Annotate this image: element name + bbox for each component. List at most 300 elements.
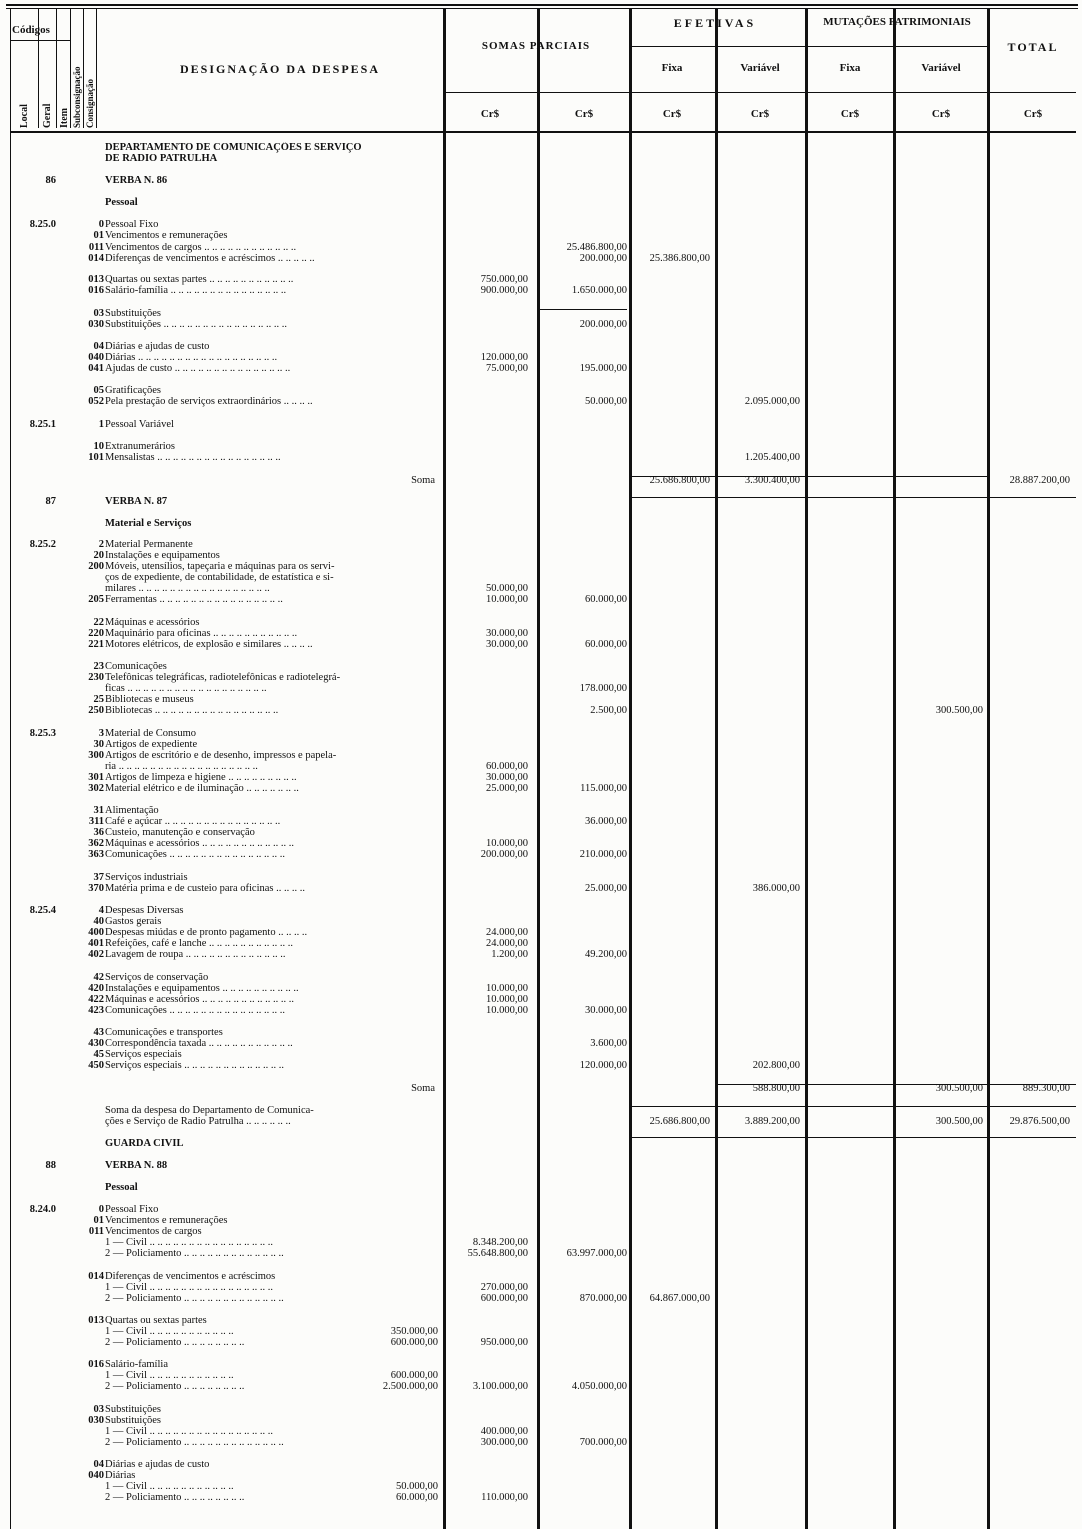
header-efetivas-variavel: Variável: [740, 62, 780, 74]
somas-parciais-1: 950.000,00: [480, 1337, 528, 1348]
description: ções e Serviço de Radio Patrulha .. .. .. .. .. ..: [105, 1116, 291, 1127]
efetivas-variavel-value: 386.000,00: [752, 883, 800, 894]
description: Vencimentos de cargos .. .. .. .. .. .. .. .. .. .. .. ..: [105, 242, 297, 253]
table-row: [0, 1293, 1082, 1305]
description: Artigos de limpeza e higiene .. .. .. .. .. .. .. .. ..: [105, 772, 297, 783]
table-row: [0, 396, 1082, 408]
item-code: 01: [93, 1215, 104, 1226]
description: Alimentação: [105, 805, 159, 816]
item-code: 041: [88, 363, 104, 374]
table-row: [0, 1138, 1082, 1150]
item-code: 030: [88, 319, 104, 330]
item-code: 37: [93, 872, 104, 883]
description: Comunicações: [105, 661, 167, 672]
header-mutacoes-fixa: Fixa: [839, 62, 861, 74]
description: 2 — Policiamento .. .. .. .. .. .. .. ..: [105, 1337, 245, 1348]
item-code: 011: [88, 1226, 104, 1237]
description: Máquinas e acessórios .. .. .. .. .. .. .. .. .. .. .. ..: [105, 994, 294, 1005]
description: Comunicações .. .. .. .. .. .. .. .. .. .. .. .. .. .. ..: [105, 1005, 285, 1016]
description: Substituições: [105, 1415, 162, 1426]
item-code: 205: [88, 594, 104, 605]
item-code: 2: [98, 539, 104, 550]
somas-parciais-2: 870.000,00: [579, 1293, 627, 1304]
description: 2 — Policiamento .. .. .. .. .. .. .. .. .. .. .. .. ..: [105, 1437, 284, 1448]
somas-parciais-2: 60.000,00: [585, 639, 627, 650]
inline-value: 600.000,00: [390, 1337, 438, 1348]
table-row: [0, 1116, 1082, 1128]
header-mutacoes-variavel: Variável: [921, 62, 961, 74]
efetivas-variavel-value: 1.205.400,00: [744, 452, 800, 463]
header-bottom-rule: [10, 131, 1076, 133]
somas-parciais-2: 2.500,00: [590, 705, 627, 716]
header-subconsignacao: Subconsignação: [72, 66, 82, 128]
table-row: [0, 285, 1082, 297]
item-code: 0: [98, 1204, 104, 1215]
table-row: [0, 1337, 1082, 1349]
description: Pessoal: [105, 1182, 138, 1193]
description: Diárias e ajudas de custo: [105, 341, 210, 352]
description: 1 — Civil .. .. .. .. .. .. .. .. .. .. .. .. .. .. .. ..: [105, 1237, 274, 1248]
table-row: [0, 475, 1082, 487]
header-local: Local: [19, 104, 30, 128]
somas-parciais-2: 36.000,00: [585, 816, 627, 827]
somas-parciais-1: 25.000,00: [486, 783, 528, 794]
description: Lavagem de roupa .. .. .. .. .. .. .. .. .. .. .. .. ..: [105, 949, 286, 960]
table-row: [0, 1381, 1082, 1393]
item-code: 302: [88, 783, 104, 794]
somas-parciais-2: 50.000,00: [585, 396, 627, 407]
description: Substituições .. .. .. .. .. .. .. .. .. .. .. .. .. .. .. ..: [105, 319, 288, 330]
description: 1 — Civil .. .. .. .. .. .. .. .. .. .. .. .. .. .. .. ..: [105, 1282, 274, 1293]
description: Instalações e equipamentos .. .. .. .. .. .. .. .. .. ..: [105, 983, 299, 994]
header-efetivas-fixa: Fixa: [661, 62, 683, 74]
somas-parciais-1: 30.000,00: [486, 772, 528, 783]
header-currency: Cr$: [480, 108, 500, 120]
description: Matéria prima e de custeio para oficinas .. .. .. ..: [105, 883, 306, 894]
item-code: 0: [98, 219, 104, 230]
table-row: [0, 452, 1082, 464]
somas-parciais-2: 120.000,00: [579, 1060, 627, 1071]
table-row: [0, 496, 1082, 508]
description: VERBA N. 87: [105, 496, 168, 507]
item-code: 401: [88, 938, 104, 949]
somas-parciais-2: 700.000,00: [579, 1437, 627, 1448]
efetivas-variavel-value: 588.800,00: [752, 1083, 800, 1094]
inline-value: 600.000,00: [390, 1370, 438, 1381]
description: 1 — Civil .. .. .. .. .. .. .. .. .. .. ..: [105, 1481, 234, 1492]
somas-parciais-1: 10.000,00: [486, 594, 528, 605]
description: Comunicações e transportes: [105, 1027, 223, 1038]
item-code: 040: [88, 352, 104, 363]
description: Gastos gerais: [105, 916, 162, 927]
description: Salário-família: [105, 1359, 168, 1370]
somas-parciais-2: 30.000,00: [585, 1005, 627, 1016]
local-code: 88: [45, 1160, 56, 1171]
somas-parciais-2: 200.000,00: [579, 253, 627, 264]
somas-parciais-2: 63.997.000,00: [566, 1248, 627, 1259]
description: Pela prestação de serviços extraordinários .. .. .. ..: [105, 396, 313, 407]
somas-parciais-2: 25.000,00: [585, 883, 627, 894]
table-row: [0, 1083, 1082, 1095]
item-code: 01: [93, 230, 104, 241]
description: Diárias e ajudas de custo: [105, 1459, 210, 1470]
header-consignacao: Consignação: [85, 78, 95, 128]
inline-value: 2.500.000,00: [382, 1381, 438, 1392]
mutacoes-variavel-value: 300.500,00: [935, 705, 983, 716]
item-code: 040: [88, 1470, 104, 1481]
description: Despesas miúdas e de pronto pagamento .. .. .. ..: [105, 927, 308, 938]
item-code: 20: [93, 550, 104, 561]
table-row: [0, 253, 1082, 265]
description: Pessoal Fixo: [105, 219, 159, 230]
item-code: 03: [93, 308, 104, 319]
item-code: 22: [93, 617, 104, 628]
somas-parciais-1: 600.000,00: [480, 1293, 528, 1304]
item-code: 10: [93, 441, 104, 452]
efetivas-variavel-value: 3.889.200,00: [744, 1116, 800, 1127]
description: Vencimentos e remunerações: [105, 1215, 228, 1226]
description: Ajudas de custo .. .. .. .. .. .. .. .. .. .. .. .. .. .. ..: [105, 363, 291, 374]
description: Pessoal: [105, 197, 138, 208]
somas-parciais-2: 210.000,00: [579, 849, 627, 860]
item-code: 016: [88, 285, 104, 296]
description: Custeio, manutenção e conservação: [105, 827, 255, 838]
description: Bibliotecas .. .. .. .. .. .. .. .. .. .. .. .. .. .. .. ..: [105, 705, 279, 716]
description: Substituições: [105, 1404, 162, 1415]
item-code: 013: [88, 1315, 104, 1326]
soma-label: Soma: [411, 1083, 435, 1094]
item-code: 301: [88, 772, 104, 783]
description: Comunicações .. .. .. .. .. .. .. .. .. .. .. .. .. .. ..: [105, 849, 285, 860]
item-code: 04: [93, 341, 104, 352]
description: VERBA N. 86: [105, 175, 168, 186]
item-code: 423: [88, 1005, 104, 1016]
item-code: 016: [88, 1359, 104, 1370]
somas-parciais-2: 200.000,00: [579, 319, 627, 330]
description: ficas .. .. .. .. .. .. .. .. .. .. .. .. .. .. .. .. .. ..: [105, 683, 267, 694]
somas-parciais-1: 10.000,00: [486, 1005, 528, 1016]
description: GUARDA CIVIL: [105, 1138, 184, 1149]
description: Correspondência taxada .. .. .. .. .. .. .. .. .. .. ..: [105, 1038, 293, 1049]
item-code: 011: [88, 242, 104, 253]
efetivas-fixa-value: 25.686.800,00: [649, 475, 710, 486]
description: Serviços especiais: [105, 1049, 182, 1060]
table-row: [0, 1060, 1082, 1072]
description: 1 — Civil .. .. .. .. .. .. .. .. .. .. ..: [105, 1326, 234, 1337]
table-row: [0, 153, 1082, 165]
somas-parciais-1: 120.000,00: [480, 352, 528, 363]
local-code: 8.25.4: [29, 905, 56, 916]
mutacoes-variavel-value: 300.500,00: [935, 1116, 983, 1127]
description: Extranumerários: [105, 441, 175, 452]
description: Móveis, utensílios, tapeçaria e máquinas para os servi-: [105, 561, 335, 572]
somas-parciais-1: 24.000,00: [486, 938, 528, 949]
table-row: [0, 1437, 1082, 1449]
header-total: TOTAL: [1007, 40, 1059, 54]
table-row: [0, 849, 1082, 861]
description: 2 — Policiamento .. .. .. .. .. .. .. .. .. .. .. .. ..: [105, 1248, 284, 1259]
table-row: [0, 705, 1082, 717]
item-code: 311: [88, 816, 104, 827]
description: Substituições: [105, 308, 162, 319]
item-code: 36: [93, 827, 104, 838]
header-rule: [629, 46, 987, 47]
item-code: 250: [88, 705, 104, 716]
somas-parciais-1: 900.000,00: [480, 285, 528, 296]
local-code: 8.24.0: [29, 1204, 56, 1215]
table-row: [0, 230, 1082, 242]
local-code: 87: [45, 496, 56, 507]
description: Artigos de expediente: [105, 739, 198, 750]
header-mutacoes: MUTAÇÕES PATRIMONIAIS: [823, 16, 971, 28]
somas-parciais-1: 24.000,00: [486, 927, 528, 938]
description: milares .. .. .. .. .. .. .. .. .. .. .. .. .. .. .. .. ..: [105, 583, 270, 594]
mutacoes-variavel-value: 300.500,00: [935, 1083, 983, 1094]
table-row: [0, 363, 1082, 375]
item-code: 220: [88, 628, 104, 639]
description: Motores elétricos, de explosão e similares .. .. .. ..: [105, 639, 313, 650]
efetivas-fixa-value: 64.867.000,00: [649, 1293, 710, 1304]
description: Despesas Diversas: [105, 905, 184, 916]
item-code: 363: [88, 849, 104, 860]
efetivas-variavel-value: 202.800,00: [752, 1060, 800, 1071]
item-code: 030: [88, 1415, 104, 1426]
table-row: [0, 1492, 1082, 1504]
description: Pessoal Variável: [105, 419, 174, 430]
header-currency: Cr$: [750, 108, 770, 120]
table-row: [0, 783, 1082, 795]
table-row: [0, 639, 1082, 651]
item-code: 30: [93, 739, 104, 750]
description: 1 — Civil .. .. .. .. .. .. .. .. .. .. ..: [105, 1370, 234, 1381]
description: Maquinário para oficinas .. .. .. .. .. .. .. .. .. .. ..: [105, 628, 298, 639]
description: Bibliotecas e museus: [105, 694, 194, 705]
header-geral: Geral: [42, 103, 53, 128]
somas-parciais-1: 30.000,00: [486, 628, 528, 639]
header-currency: Cr$: [662, 108, 682, 120]
description: Material Permanente: [105, 539, 193, 550]
header-rule: [10, 40, 70, 41]
description: Artigos de escritório e de desenho, impressos e papela-: [105, 750, 337, 761]
col-line: [83, 8, 84, 128]
top-rule: [6, 4, 1078, 6]
somas-parciais-2: 195.000,00: [579, 363, 627, 374]
header-efetivas: EFETIVAS: [673, 16, 757, 30]
header-codigos: Códigos: [12, 24, 50, 36]
somas-parciais-2: 178.000,00: [579, 683, 627, 694]
description: Gratificações: [105, 385, 161, 396]
header-currency: Cr$: [931, 108, 951, 120]
somas-parciais-2: 49.200,00: [585, 949, 627, 960]
item-code: 052: [88, 396, 104, 407]
somas-parciais-1: 300.000,00: [480, 1437, 528, 1448]
efetivas-fixa-value: 25.686.800,00: [649, 1116, 710, 1127]
item-code: 013: [88, 274, 104, 285]
item-code: 31: [93, 805, 104, 816]
item-code: 230: [88, 672, 104, 683]
somas-parciais-2: 4.050.000,00: [571, 1381, 627, 1392]
header-item: Item: [59, 108, 70, 128]
table-row: [0, 1160, 1082, 1172]
somas-parciais-1: 400.000,00: [480, 1426, 528, 1437]
somas-parciais-1: 10.000,00: [486, 994, 528, 1005]
inline-value: 50.000,00: [396, 1481, 438, 1492]
description: Vencimentos e remunerações: [105, 230, 228, 241]
somas-parciais-1: 60.000,00: [486, 761, 528, 772]
description: ços de expediente, de contabilidade, de estatística e si-: [105, 572, 334, 583]
item-code: 45: [93, 1049, 104, 1060]
somas-parciais-1: 1.200,00: [491, 949, 528, 960]
description: Instalações e equipamentos: [105, 550, 220, 561]
table-row: [0, 319, 1082, 331]
somas-parciais-2: 25.486.800,00: [566, 242, 627, 253]
somas-parciais-1: 270.000,00: [480, 1282, 528, 1293]
item-code: 101: [88, 452, 104, 463]
header-somas-parciais: SOMAS PARCIAIS: [481, 40, 591, 52]
item-code: 362: [88, 838, 104, 849]
item-code: 40: [93, 916, 104, 927]
description: 1 — Civil .. .. .. .. .. .. .. .. .. .. .. .. .. .. .. ..: [105, 1426, 274, 1437]
somas-parciais-2: 1.650.000,00: [571, 285, 627, 296]
item-code: 03: [93, 1404, 104, 1415]
somas-parciais-1: 200.000,00: [480, 849, 528, 860]
efetivas-variavel-value: 3.300.400,00: [744, 475, 800, 486]
somas-parciais-1: 110.000,00: [481, 1492, 528, 1503]
description: Vencimentos de cargos: [105, 1226, 202, 1237]
header-rule: [443, 92, 1076, 93]
description: Mensalistas .. .. .. .. .. .. .. .. .. .. .. .. .. .. .. ..: [105, 452, 281, 463]
description: Diferenças de vencimentos e acréscimos: [105, 1271, 276, 1282]
description: Quartas ou sextas partes .. .. .. .. .. .. .. .. .. .. ..: [105, 274, 294, 285]
item-code: 200: [88, 561, 104, 572]
total-value: 889.300,00: [1022, 1083, 1070, 1094]
item-code: 23: [93, 661, 104, 672]
description: Diárias: [105, 1470, 136, 1481]
item-code: 05: [93, 385, 104, 396]
item-code: 430: [88, 1038, 104, 1049]
description: DEPARTAMENTO DE COMUNICAÇÕES E SERVIÇO: [105, 142, 362, 153]
efetivas-fixa-value: 25.386.800,00: [649, 253, 710, 264]
description: ria .. .. .. .. .. .. .. .. .. .. .. .. .. .. .. .. .. ..: [105, 761, 258, 772]
somas-parciais-1: 10.000,00: [486, 983, 528, 994]
description: Salário-família .. .. .. .. .. .. .. .. .. .. .. .. .. .. ..: [105, 285, 287, 296]
item-code: 422: [88, 994, 104, 1005]
item-code: 370: [88, 883, 104, 894]
table-row: [0, 1248, 1082, 1260]
soma-label: Soma: [411, 475, 435, 486]
col-line: [56, 8, 57, 128]
header-currency: Cr$: [840, 108, 860, 120]
description: Máquinas e acessórios: [105, 617, 200, 628]
item-code: 300: [88, 750, 104, 761]
description: Pessoal Fixo: [105, 1204, 159, 1215]
description: Quartas ou sextas partes: [105, 1315, 207, 1326]
item-code: 04: [93, 1459, 104, 1470]
description: 2 — Policiamento .. .. .. .. .. .. .. ..: [105, 1492, 245, 1503]
description: Máquinas e acessórios .. .. .. .. .. .. .. .. .. .. .. ..: [105, 838, 294, 849]
local-code: 8.25.1: [29, 419, 56, 430]
item-code: 3: [98, 728, 104, 739]
item-code: 402: [88, 949, 104, 960]
item-code: 014: [88, 1271, 104, 1282]
description: Soma da despesa do Departamento de Comunica-: [105, 1105, 314, 1116]
description: 2 — Policiamento .. .. .. .. .. .. .. .. .. .. .. .. ..: [105, 1293, 284, 1304]
total-value: 28.887.200,00: [1009, 475, 1070, 486]
table-row: [0, 518, 1082, 530]
description: Café e açúcar .. .. .. .. .. .. .. .. .. .. .. .. .. .. ..: [105, 816, 281, 827]
table-row: [0, 1005, 1082, 1017]
col-line: [96, 8, 97, 128]
table-row: [0, 1182, 1082, 1194]
local-code: 8.25.3: [29, 728, 56, 739]
description: Telefônicas telegráficas, radiotelefônicas e radiotelegrá-: [105, 672, 341, 683]
item-code: 4: [98, 905, 104, 916]
table-row: [0, 175, 1082, 187]
total-value: 29.876.500,00: [1009, 1116, 1070, 1127]
table-row: [0, 197, 1082, 209]
item-code: 1: [98, 419, 104, 430]
table-row: [0, 883, 1082, 895]
description: Refeições, café e lanche .. .. .. .. .. .. .. .. .. .. ..: [105, 938, 294, 949]
description: Serviços de conservação: [105, 972, 209, 983]
description: Diárias .. .. .. .. .. .. .. .. .. .. .. .. .. .. .. .. .. ..: [105, 352, 278, 363]
table-row: [0, 419, 1082, 431]
item-code: 400: [88, 927, 104, 938]
somas-parciais-1: 8.348.200,00: [472, 1237, 528, 1248]
inline-value: 60.000,00: [396, 1492, 438, 1503]
top-rule-inner: [6, 8, 1078, 9]
description: Material elétrico e de iluminação .. .. .. .. .. .. ..: [105, 783, 299, 794]
item-code: 25: [93, 694, 104, 705]
description: Diferenças de vencimentos e acréscimos .. .. .. .. ..: [105, 253, 315, 264]
local-code: 8.25.0: [29, 219, 56, 230]
header-currency: Cr$: [574, 108, 594, 120]
item-code: 014: [88, 253, 104, 264]
item-code: 420: [88, 983, 104, 994]
description: Serviços industriais: [105, 872, 188, 883]
efetivas-variavel-value: 2.095.000,00: [744, 396, 800, 407]
somas-parciais-1: 55.648.800,00: [467, 1248, 528, 1259]
somas-parciais-1: 75.000,00: [486, 363, 528, 374]
somas-parciais-2: 3.600,00: [590, 1038, 627, 1049]
description: VERBA N. 88: [105, 1160, 168, 1171]
table-row: [0, 594, 1082, 606]
description: 2 — Policiamento .. .. .. .. .. .. .. ..: [105, 1381, 245, 1392]
somas-parciais-1: 30.000,00: [486, 639, 528, 650]
description: Serviços especiais .. .. .. .. .. .. .. .. .. .. .. .. ..: [105, 1060, 285, 1071]
inline-value: 350.000,00: [390, 1326, 438, 1337]
somas-parciais-1: 50.000,00: [486, 583, 528, 594]
local-code: 8.25.2: [29, 539, 56, 550]
item-code: 42: [93, 972, 104, 983]
header-designacao: DESIGNAÇÃO DA DESPESA: [179, 62, 381, 76]
somas-parciais-2: 115.000,00: [580, 783, 627, 794]
header-currency: Cr$: [1023, 108, 1043, 120]
description: Material de Consumo: [105, 728, 196, 739]
col-line: [70, 8, 71, 128]
item-code: 221: [88, 639, 104, 650]
somas-parciais-1: 750.000,00: [480, 274, 528, 285]
description: DE RADIO PATRULHA: [105, 153, 218, 164]
somas-parciais-1: 3.100.000,00: [472, 1381, 528, 1392]
description: Material e Serviços: [105, 518, 192, 529]
item-code: 450: [88, 1060, 104, 1071]
table-row: [0, 949, 1082, 961]
somas-parciais-2: 60.000,00: [585, 594, 627, 605]
local-code: 86: [45, 175, 56, 186]
item-code: 43: [93, 1027, 104, 1038]
description: Ferramentas .. .. .. .. .. .. .. .. .. .. .. .. .. .. .. ..: [105, 594, 283, 605]
